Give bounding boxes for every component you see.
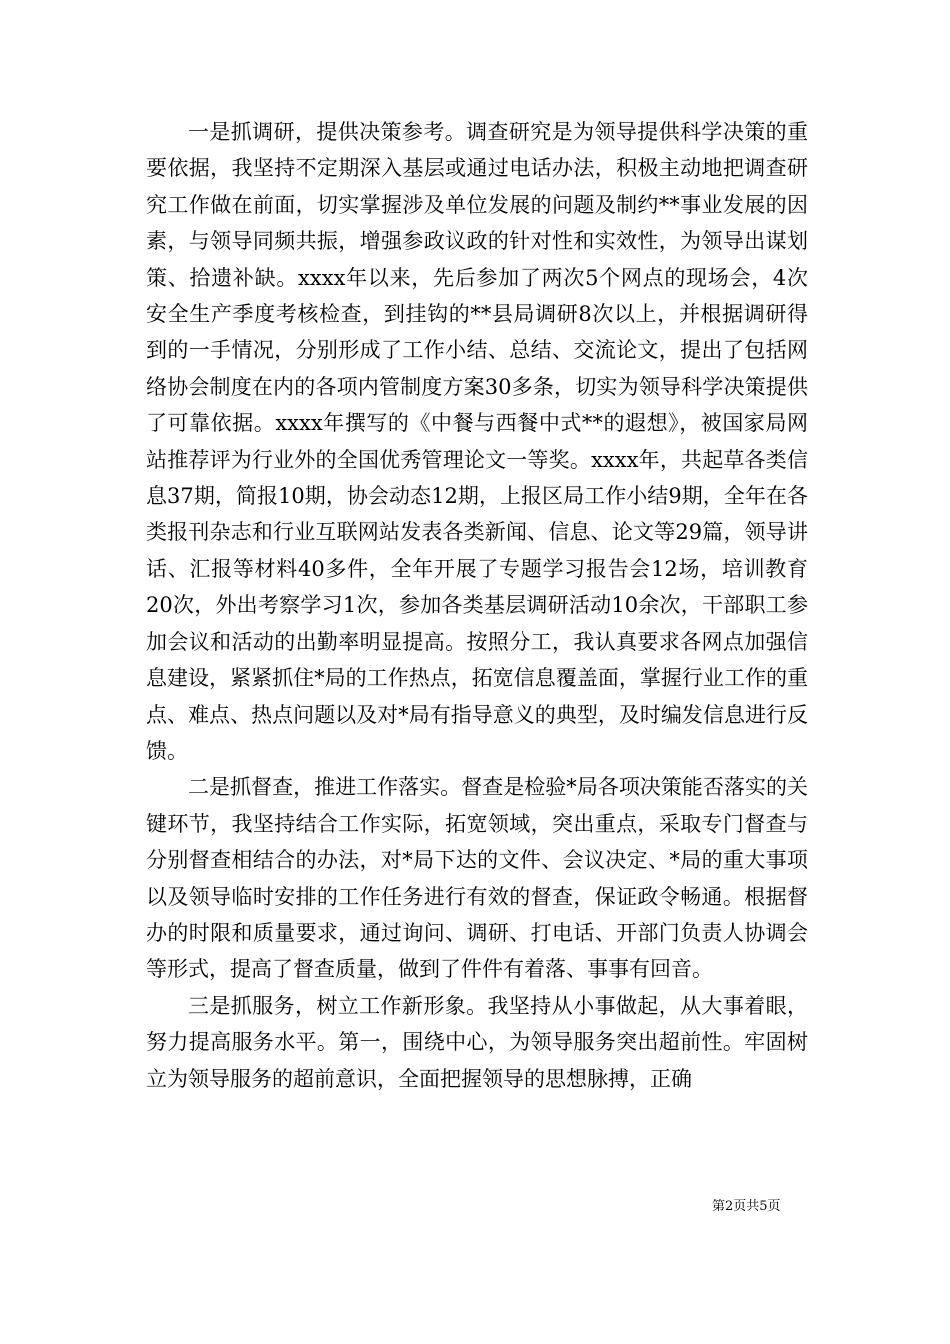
page-number-footer: 第2页共5页 <box>712 1199 781 1214</box>
paragraph-research: 一是抓调研，提供决策参考。调查研究是为领导提供科学决策的重要依据，我坚持不定期深入基层或通过电话办法，积极主动地把调查研究工作做在前面，切实掌握涉及单位发展的问题及制约**事业发展的因素，与领导同频共振，增强参政议政的针对性和实效性，为领导出谋划策、拾遗补缺。xxxx年以来，先后参加了两次5个网点的现场会，4次安全生产季度考核检查，到挂钩的**县局调研8次以上，并根据调研得到的一手情况，分别形成了工作小结、总结、交流论文，提出了包括网络协会制度在内的各项内管制度方案30多条，切实为领导科学决策提供了可靠依据。xxxx年撰写的《中餐与西餐中式**的遐想》，被国家局网站推荐评为行业外的全国优秀管理论文一等奖。xxxx年，共起草各类信息37期，简报10期，协会动态12期，上报区局工作小结9期，全年在各类报刊杂志和行业互联网站发表各类新闻、信息、论文等29篇，领导讲话、汇报等材料40多件，全年开展了专题学习报告会12场，培训教育20次，外出考察学习1次，参加各类基层调研活动10余次，干部职工参加会议和活动的出勤率明显提高。按照分工，我认真要求各网点加强信息建设，紧紧抓住*局的工作热点，拓宽信息覆盖面，掌握行业工作的重点、难点、热点问题以及对*局有指导意义的典型，及时编发信息进行反馈。 <box>146 120 808 763</box>
paragraph-service: 三是抓服务，树立工作新形象。我坚持从小事做起，从大事着眼，努力提高服务水平。第一，围绕中心，为领导服务突出超前性。牢固树立为领导服务的超前意识，全面把握领导的思想脉搏，正确 <box>146 993 808 1091</box>
document-body <box>146 114 808 1097</box>
paragraph-supervision: 二是抓督查，推进工作落实。督查是检验*局各项决策能否落实的关键环节，我坚持结合工作实际，拓宽领域，突出重点，采取专门督查与分别督查相结合的办法，对*局下达的文件、会议决定、*局的重大事项以及领导临时安排的工作任务进行有效的督查，保证政令畅通。根据督办的时限和质量要求，通过询问、调研、打电话、开部门负责人协调会等形式，提高了督查质量，做到了件件有着落、事事有回音。 <box>146 775 808 982</box>
